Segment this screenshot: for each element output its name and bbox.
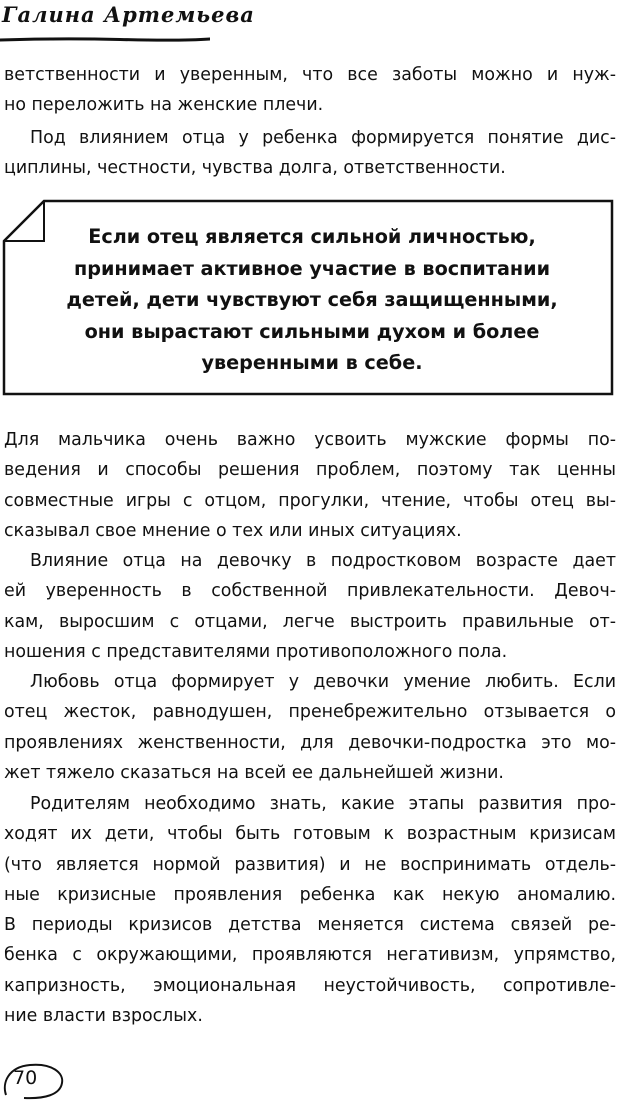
text-line: ние власти взрослых. xyxy=(4,1006,203,1027)
text-line: Для мальчика очень важно усвоить мужские формы по- xyxy=(4,430,616,450)
paragraph-continued xyxy=(4,60,616,121)
text-line: (что является нормой развития) и не воспринимать отдель- xyxy=(4,854,616,875)
text-line: ные кризисные проявления ребенка как некую аномалию. xyxy=(4,884,616,905)
callout-line: они вырастают сильными духом и более xyxy=(84,319,540,343)
callout-line: уверенными в себе. xyxy=(201,351,423,374)
text-line: бенка с окружающими, проявляются негативизм, упрямство, xyxy=(4,945,616,966)
paragraph-crises xyxy=(4,789,616,1031)
running-header-author: Галина Артемьева xyxy=(2,2,255,27)
text-line: ветственности и уверенным, что все заботы можно и нуж- xyxy=(4,65,616,85)
paragraph-girl xyxy=(4,546,616,667)
text-line: совместные игры с отцом, прогулки, чтение, чтобы отец вы- xyxy=(4,490,616,511)
text-line: Влияние отца на девочку в подростковом возрасте дает xyxy=(30,551,616,571)
text-line: В периоды кризисов детства меняется система связей ре- xyxy=(4,915,616,936)
paragraph-boy xyxy=(4,425,616,546)
text-line: но переложить на женские плечи. xyxy=(4,95,324,116)
text-line: циплины, честности, чувства долга, ответственности. xyxy=(4,158,506,179)
text-line: Любовь отца формирует у девочки умение любить. Если xyxy=(30,672,616,692)
text-line: жет тяжело сказаться на всей ее дальнейшей жизни. xyxy=(4,762,504,783)
text-line: капризность, эмоциональная неустойчивость, сопротивле- xyxy=(4,975,616,996)
text-line: кам, выросшим с отцами, легче выстроить правильные от- xyxy=(4,611,616,632)
text-line: сказывал свое мнение о тех или иных ситуациях. xyxy=(4,520,462,541)
text-line: ходят их дети, чтобы быть готовым к возрастным кризисам xyxy=(4,824,616,845)
text-line: ей уверенность в собственной привлекательности. Девоч- xyxy=(4,581,616,602)
callout-line: Если отец является сильной личностью, xyxy=(88,225,536,248)
text-line: ведения и способы решения проблем, поэтому так ценны xyxy=(4,460,616,481)
header-underline xyxy=(0,37,210,42)
text-line: проявлениях женственности, для девочки-подростка это мо- xyxy=(4,732,616,753)
callout-box xyxy=(2,199,614,396)
callout-line: детей, дети чувствуют себя защищенными, xyxy=(66,288,558,311)
text-line: Родителям необходимо знать, какие этапы развития про- xyxy=(30,794,616,814)
callout-text xyxy=(32,221,592,379)
text-line: ношения с представителями противоположного пола. xyxy=(4,641,508,662)
paragraph-love xyxy=(4,667,616,788)
text-line: Под влиянием отца у ребенка формируется понятие дис- xyxy=(30,128,616,148)
callout-line: принимает активное участие в воспитании xyxy=(73,256,551,280)
page-number: 70 xyxy=(13,1067,38,1089)
text-line: отец жесток, равнодушен, пренебрежительно отзывается о xyxy=(4,702,616,723)
page-number-badge xyxy=(0,1059,70,1103)
paragraph-discipline xyxy=(4,123,616,184)
